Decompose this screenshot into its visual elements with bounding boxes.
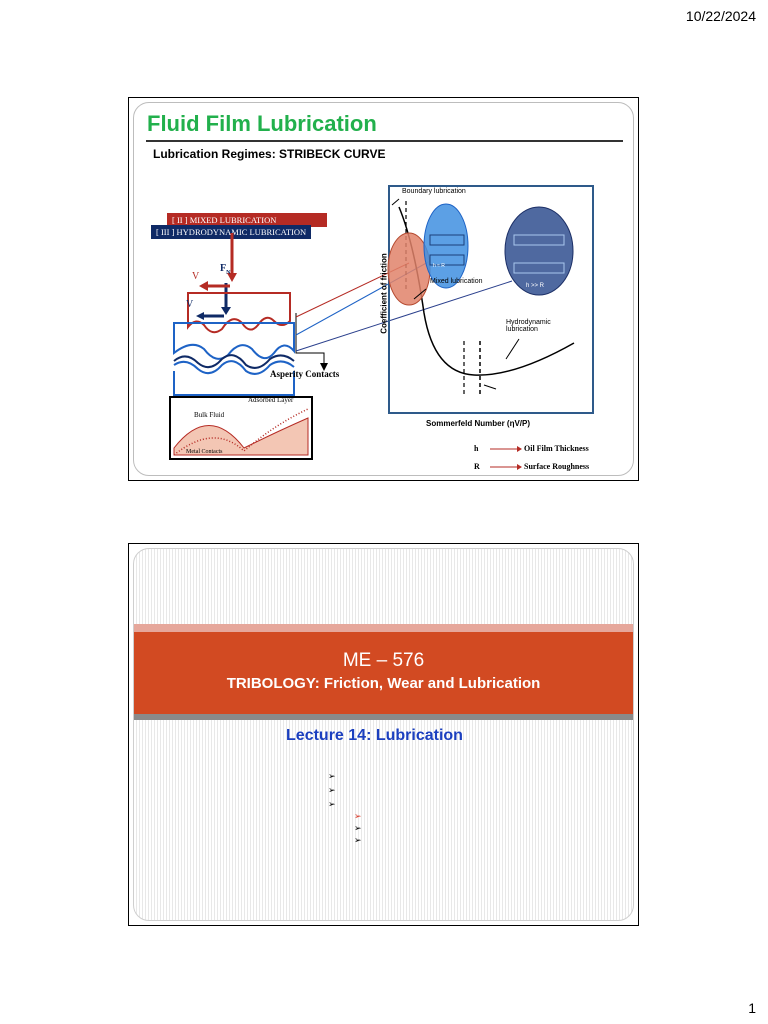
slide-1-frame: [133, 102, 634, 476]
mixed-label: Mixed lubrication: [430, 278, 483, 285]
legend-h-symbol: h: [474, 444, 479, 453]
legend-arrowhead-h: [517, 446, 522, 452]
boundary-label: Boundary lubrication: [402, 188, 466, 195]
lecture-title: Lecture 14: Lubrication: [286, 727, 463, 744]
hydrodynamic-label: Hydrodynamic lubrication: [506, 319, 551, 333]
slide-1: [128, 97, 639, 481]
course-code: ME – 576: [342, 650, 425, 671]
bullet-5: ➢: [354, 823, 362, 833]
title-band: [134, 632, 633, 714]
mixed-lubrication-tag: [ II ] MIXED LUBRICATION: [167, 213, 327, 227]
legend-r-text: Surface Roughness: [524, 462, 590, 471]
hydrodynamic-regime-circle: [505, 207, 573, 295]
legend-h-text: Oil Film Thickness: [524, 444, 589, 453]
asperity-label: Asperity Contacts: [270, 369, 340, 379]
bullet-6: ➢: [354, 835, 362, 845]
velocity-label-red: V: [192, 271, 200, 282]
slide-2: [128, 543, 639, 926]
print-date: 10/22/2024: [685, 8, 756, 24]
hydrodynamic-lubrication-tag: [ III ] HYDRODYNAMIC LUBRICATION: [151, 225, 311, 239]
bullet-4: ➢: [354, 811, 362, 821]
title-band-highlight: [134, 624, 633, 632]
course-title: TRIBOLOGY: Friction, Wear and Lubrication: [226, 675, 541, 692]
force-label: $F_N$: [220, 263, 231, 276]
circle-right-label: h >> R: [526, 283, 545, 289]
bullet-1: ➢: [328, 771, 336, 781]
legend-arrowhead-r: [517, 464, 522, 470]
boundary-pointer: [392, 199, 399, 205]
velocity-label-blue: V: [186, 299, 194, 310]
metal-contacts-label: Metal Contacts: [186, 449, 223, 455]
slide-subtitle: Lubrication Regimes: STRIBECK CURVE: [153, 147, 386, 161]
curve-min-pointer: [484, 385, 496, 389]
title-band-shadow: [134, 714, 633, 720]
y-axis-label: Coefficient of friction: [379, 253, 389, 334]
bullet-2: ➢: [328, 785, 336, 795]
circle-mid-label: h ≈ R: [433, 263, 445, 269]
slide-2-frame: [133, 548, 634, 921]
adsorbed-layer-label: Adsorbed Layer: [248, 396, 294, 404]
bulk-fluid-label: Bulk Fluid: [194, 411, 225, 419]
x-axis-label: Sommerfeld Number (ηV/P): [426, 419, 531, 428]
slide-title: Fluid Film Lubrication: [147, 111, 377, 136]
legend-r-symbol: R: [474, 462, 480, 471]
hydro-pointer: [506, 339, 519, 359]
page-number: 1: [748, 1000, 756, 1016]
bullet-3: ➢: [328, 799, 336, 809]
boundary-regime-circle: [424, 204, 468, 288]
